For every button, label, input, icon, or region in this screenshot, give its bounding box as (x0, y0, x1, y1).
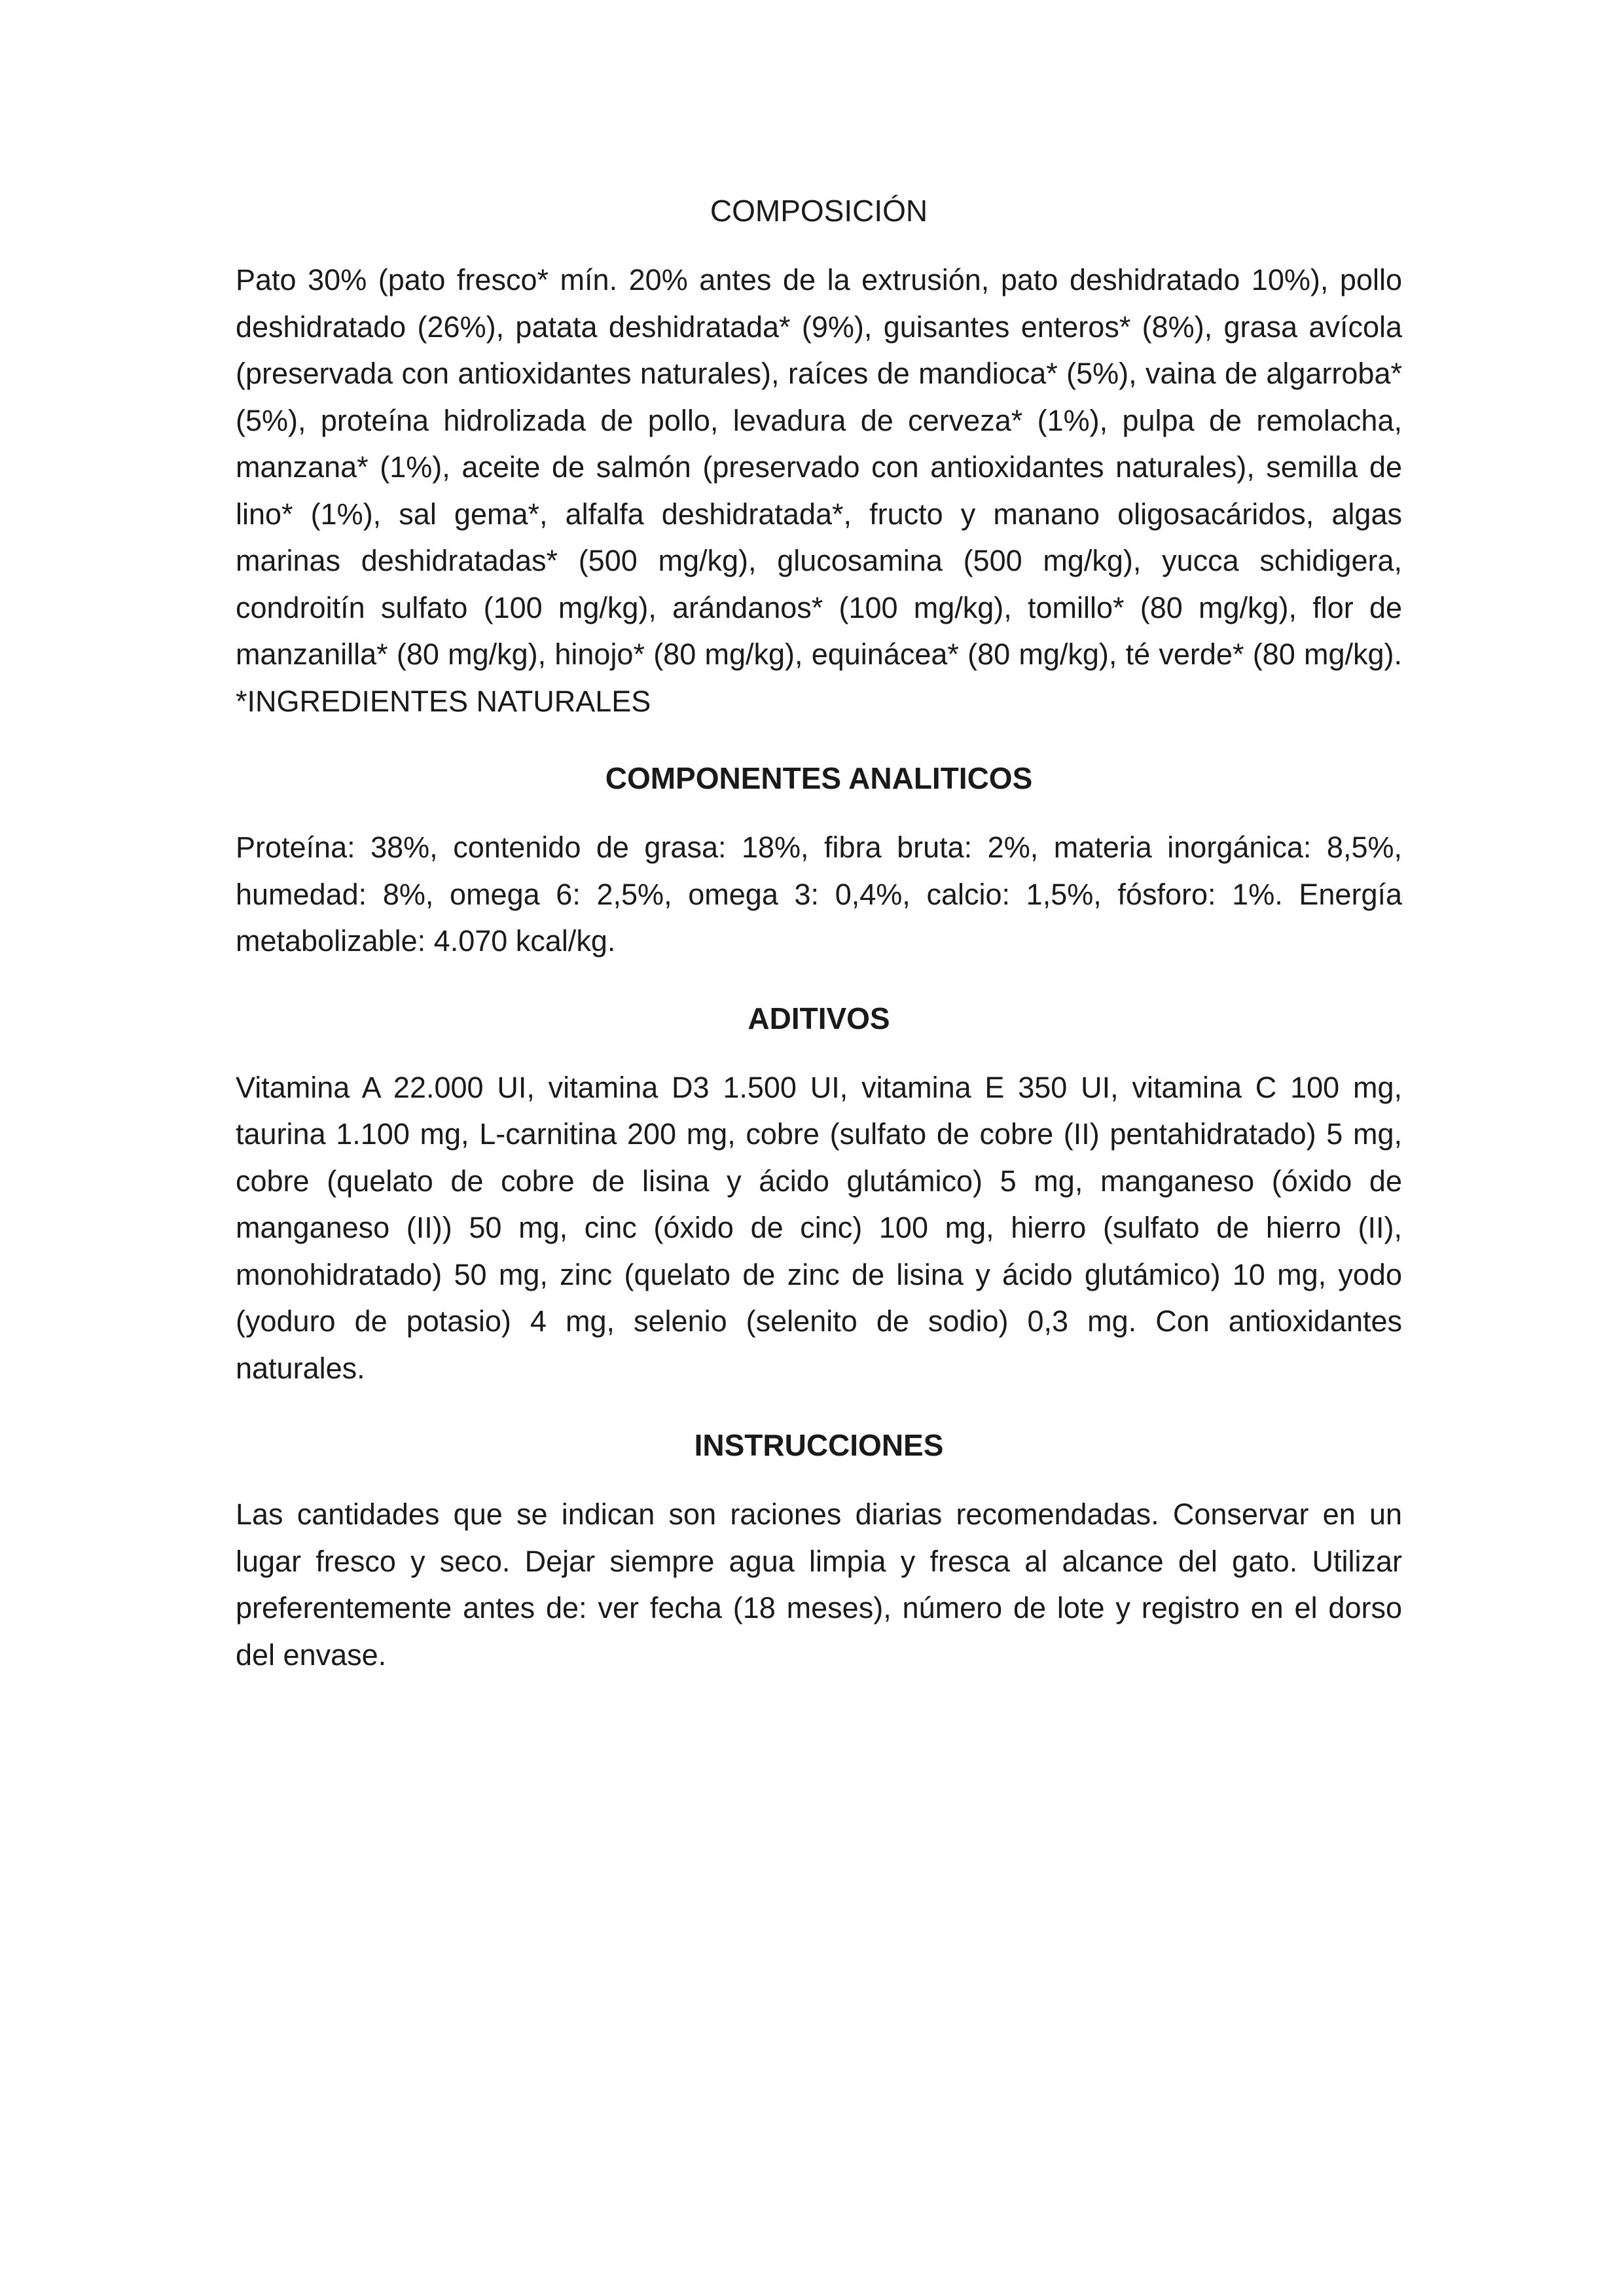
aditivos-heading: ADITIVOS (748, 1001, 890, 1035)
instrucciones-heading: INSTRUCCIONES (694, 1428, 944, 1462)
document-page (236, 190, 1402, 1678)
composicion-heading: COMPOSICIÓN (710, 194, 928, 228)
instrucciones-text: Las cantidades que se indican son raciones diarias recomendadas. Conservar en un lugar fresco y seco. Dejar siempre agua limpia y fresca al alcance del gato. Utilizar preferentemente antes de: ver fecha (18 meses), número de lote y registro en el dorso del envase. (236, 1498, 1402, 1672)
componentes-analiticos-text: Proteína: 38%, contenido de grasa: 18%, fibra bruta: 2%, materia inorgánica: 8,5%, humedad: 8%, omega 6: 2,5%, omega 3: 0,4%, calcio: 1,5%, fósforo: 1%. Energía metabolizable: 4.070 kcal/kg. (236, 831, 1402, 958)
aditivos-text: Vitamina A 22.000 UI, vitamina D3 1.500 UI, vitamina E 350 UI, vitamina C 100 mg, taurina 1.100 mg, L-carnitina 200 mg, cobre (sulfato de cobre (II) pentahidratado) 5 mg, cobre (quelato de cobre de lisina y ácido glutámico) 5 mg, manganeso (óxido de manganeso (II)) 50 mg, cinc (óxido de cinc) 100 mg, hierro (sulfato de hierro (II), monohidratado) 50 mg, zinc (quelato de zinc de lisina y ácido glutámico) 10 mg, yodo (yoduro de potasio) 4 mg, selenio (selenito de sodio) 0,3 mg. Con antioxidantes naturales. (236, 1070, 1402, 1385)
componentes-analiticos-heading: COMPONENTES ANALITICOS (605, 761, 1033, 795)
composicion-text: Pato 30% (pato fresco* mín. 20% antes de la extrusión, pato deshidratado 10%), pollo deshidratado (26%), patata deshidratada* (9%), guisantes enteros* (8%), grasa avícola (preservada con antioxidantes naturales), raíces de mandioca* (5%), vaina de algarroba* (5%), proteína hidrolizada de pollo, levadura de cerveza* (1%), pulpa de remolacha, manzana* (1%), aceite de salmón (preservado con antioxidantes naturales), semilla de lino* (1%), sal gema*, alfalfa deshidratada*, fructo y manano oligosacáridos, algas marinas deshidratadas* (500 mg/kg), glucosamina (500 mg/kg), yucca schidigera, condroitín sulfato (100 mg/kg), arándanos* (100 mg/kg), tomillo* (80 mg/kg), flor de manzanilla* (80 mg/kg), hinojo* (80 mg/kg), equinácea* (80 mg/kg), té verde* (80 mg/kg). *INGREDIENTES NATURALES (236, 263, 1402, 718)
